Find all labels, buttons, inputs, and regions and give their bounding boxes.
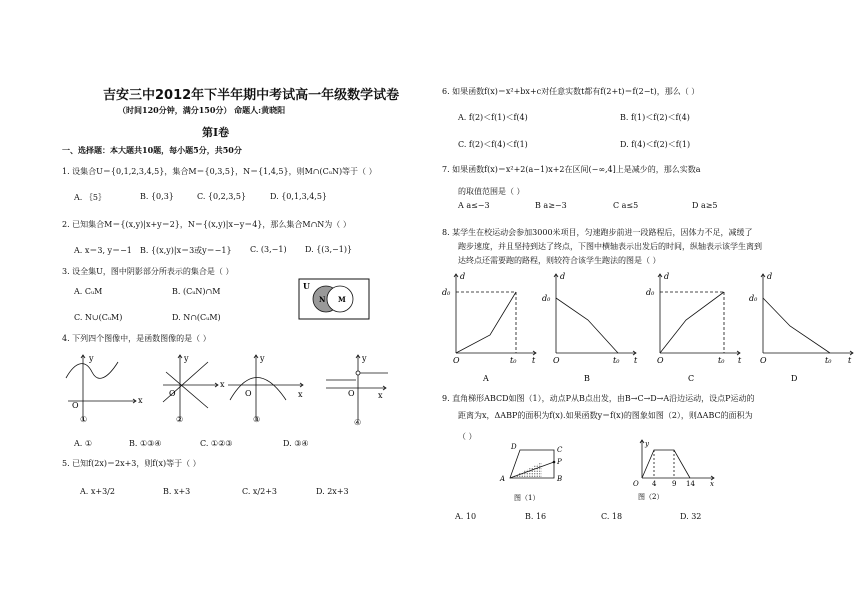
q4-option-a: A. ① [74,439,93,448]
q8-stem-2: 跑步速度，并且坚持到达了终点，下图中横轴表示出发后的时间，纵轴表示该学生离到 [458,242,762,251]
q4-stem: 4. 下列四个图像中，是函数图像的是（ ） [62,334,211,343]
exam-title: 吉安三中2012年下半年期中考试高一年级数学试卷 [103,88,400,103]
q3-option-d: D. N∩(CᵤM) [172,313,221,322]
q8-a-t-label: t [532,356,536,365]
q7-option-b: B a≥−3 [535,201,567,210]
q8-d-t0-label: t₀ [825,356,832,365]
q8-d-t-label: t [848,356,852,365]
q5-stem: 5. 已知f(2x)＝2x+3，则f(x)等于（ ） [62,459,201,468]
svg-text:O: O [72,401,79,410]
q9-fig2-y: y [645,440,649,448]
q6-option-b: B. f(1)＜f(2)＜f(4) [620,113,690,122]
q8-stem-1: 8. 某学生在校运动会参加3000米项目，匀速跑步前进一段路程后，因体力不足，减缓了 [442,228,753,237]
q2-option-d: D. {(3,−1)} [305,245,353,254]
q1-option-c: C. {0,2,3,5} [197,192,247,201]
q9-stem-1: 9. 直角梯形ABCD如图（1），动点P从B点出发，由B→C→D→A沿边运动，设点P运动的 [442,394,755,403]
svg-text:y: y [184,354,189,363]
q9-fig1-caption: 图（1） [514,494,540,502]
q4-option-b: B. ①③④ [129,439,162,448]
q9-option-c: C. 18 [601,512,623,521]
q9-option-d: D. 32 [680,512,702,521]
q8-a-o-label: O [453,356,460,365]
volume-title: 第Ⅰ卷 [202,126,230,139]
q1-option-a: A. ｛5｝ [74,193,106,202]
q6-stem: 6. 如果函数f(x)＝x²+bx+c对任意实数t都有f(2+t)＝f(2−t)，那么（ ） [442,87,700,96]
q8-label-b: B [584,374,590,383]
q4-label-4: ④ [354,418,362,427]
q9-fig2-x: x [710,480,714,488]
q8-d-d0-label: d₀ [749,294,758,303]
q8-b-o-label: O [553,356,560,365]
q5-option-d: D. 2x+3 [316,487,349,496]
q7-stem: 7. 如果函数f(x)＝x²+2(a−1)x+2在区间(−∞,4]上是减少的，那么实数a [442,165,701,174]
q6-option-a: A. f(2)＜f(1)＜f(4) [458,113,528,122]
q4-graphs [58,350,388,428]
q9-fig2-o: O [633,480,639,488]
svg-text:O: O [245,389,252,398]
svg-text:y: y [89,354,94,363]
section-heading: 一、选择题：本大题共10题，每小题5分，共50分 [62,145,242,155]
q3-stem: 3. 设全集U，图中阴影部分所表示的集合是（ ） [62,267,234,276]
q2-option-c: C. (3,−1) [250,245,287,254]
q3-option-b: B. (CᵤN)∩M [172,287,221,296]
q2-option-b: B. {(x,y)|x＝3或y＝−1} [140,246,232,255]
q9-option-b: B. 16 [525,512,547,521]
q8-label-d: D [791,374,798,383]
q7-option-c: C a≤5 [613,201,639,210]
q9-stem-2: 距离为x，ΔABP的面积为f(x).如果函数y＝f(x)的图象如图（2），则ΔABC的面积为 [458,411,753,420]
q9-fig1 [496,440,576,506]
q5-option-b: B. x+3 [163,487,191,496]
q8-a-d-label: d [460,272,466,281]
q7-stem-2: 的取值范围是（ ） [458,187,525,196]
svg-text:x: x [220,380,225,389]
svg-text:y: y [362,354,367,363]
q7-option-a: A a≤−3 [458,201,490,210]
q5-option-c: C. x/2+3 [242,487,278,496]
q4-option-d: D. ③④ [283,439,309,448]
q9-fig2-tick-9: 9 [672,480,677,488]
q8-graphs [438,268,856,386]
q8-c-t0-label: t₀ [718,356,725,365]
q8-d-d-label: d [767,272,773,281]
q9-fig1-c: C [557,446,563,454]
svg-text:x: x [138,396,143,405]
q8-c-d-label: d [664,272,670,281]
q9-option-a: A. 10 [455,512,477,521]
svg-text:x: x [378,391,383,400]
q8-a-d0-label: d₀ [442,288,451,297]
venn-u-label: U [303,281,310,291]
venn-m-label: M [338,295,346,304]
q8-a-t0-label: t₀ [510,356,517,365]
q1-stem: 1. 设集合U＝{0,1,2,3,4,5}，集合M＝{0,3,5}，N＝{1,4,5}，则M∩(CᵤN)等于（ ） [62,167,377,176]
q9-fig1-d: D [511,443,517,451]
q9-fig2-tick-4: 4 [652,480,657,488]
q7-option-d: D a≥5 [692,201,718,210]
svg-text:O: O [348,389,355,398]
q9-stem-3: （ ） [458,432,477,441]
q2-option-a: A. x＝3, y＝−1 [74,246,132,255]
q8-b-d-label: d [560,272,566,281]
svg-text:y: y [260,354,265,363]
q8-stem-3: 达终点还需要跑的路程，则较符合该学生跑法的图是（ ） [458,256,661,265]
q9-fig2 [630,438,720,508]
q9-fig2-tick-14: 14 [686,480,695,488]
q1-option-d: D. {0,1,3,4,5} [270,192,328,201]
q4-label-3: ③ [253,415,261,424]
exam-subtitle: （时间120分钟，满分150分） 命题人:黄晓阳 [118,105,286,115]
q8-c-d0-label: d₀ [646,288,655,297]
q9-fig2-caption: 图（2） [638,493,664,501]
q8-label-c: C [688,374,695,383]
q5-option-a: A. x+3/2 [80,487,115,496]
q8-b-t-label: t [634,356,638,365]
svg-text:x: x [298,390,303,399]
q3-option-a: A. CᵤM [74,287,103,296]
q3-option-c: C. N∪(CᵤM) [74,313,123,322]
q2-stem: 2. 已知集合M＝{(x,y)|x+y＝2}，N＝{(x,y)|x−y＝4}，那么集合M∩N为（ ） [62,220,351,229]
q4-label-1: ① [80,415,88,424]
venn-diagram [298,278,370,320]
q8-b-d0-label: d₀ [542,294,551,303]
q9-fig1-b: B [557,475,563,483]
q6-option-c: C. f(2)＜f(4)＜f(1) [458,140,528,149]
q8-label-a: A [483,374,489,383]
q8-c-t-label: t [738,356,742,365]
q4-label-2: ② [176,415,184,424]
q9-fig1-a: A [500,475,506,483]
venn-n-label: N [319,295,326,304]
q6-option-d: D. f(4)＜f(2)＜f(1) [620,140,691,149]
q8-b-t0-label: t₀ [613,356,620,365]
svg-text:O: O [169,389,176,398]
q1-option-b: B. {0,3} [140,192,174,201]
q9-fig1-p: P [557,458,562,466]
q8-d-o-label: O [760,356,767,365]
q8-c-o-label: O [657,356,664,365]
q4-option-c: C. ①②③ [200,439,233,448]
